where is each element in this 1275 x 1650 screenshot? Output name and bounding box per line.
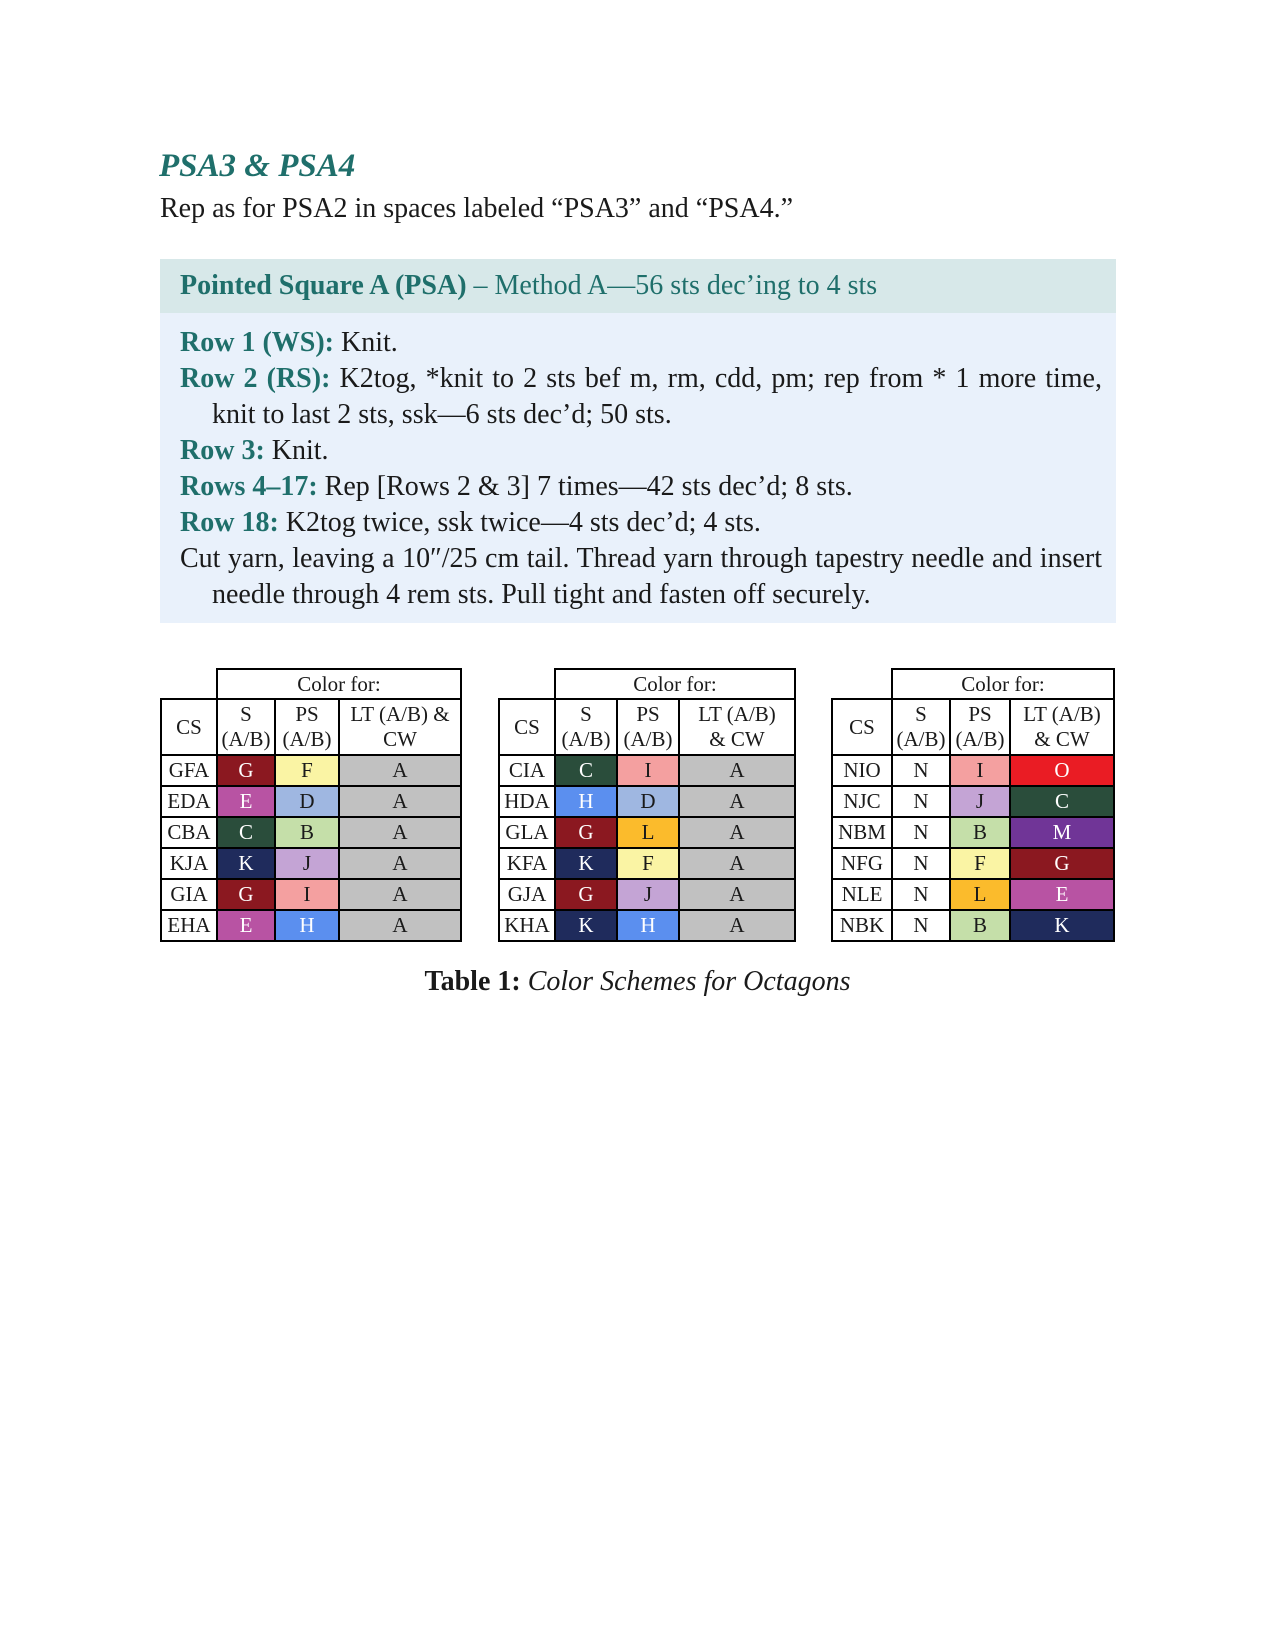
pattern-steps bbox=[160, 313, 1116, 623]
ps-color-cell: L bbox=[950, 879, 1010, 910]
ps-color-cell: J bbox=[275, 848, 339, 879]
cs-name-cell: GIA bbox=[161, 879, 217, 910]
table-row bbox=[161, 910, 461, 941]
lt-color-cell: A bbox=[679, 786, 795, 817]
ps-color-cell: L bbox=[617, 817, 679, 848]
lt-header-bottom: & CW bbox=[709, 727, 765, 751]
lt-color-cell: A bbox=[339, 755, 461, 786]
table-row bbox=[499, 910, 795, 941]
cs-name-cell: NBK bbox=[832, 910, 892, 941]
step-text: K2tog twice, ssk twice—4 sts dec’d; 4 sts. bbox=[278, 507, 761, 538]
ps-color-cell: B bbox=[950, 817, 1010, 848]
pattern-step bbox=[180, 433, 1102, 469]
pattern-title: Pointed Square A (PSA) bbox=[180, 270, 467, 301]
s-header-top: S bbox=[915, 702, 927, 726]
cs-name-cell: CBA bbox=[161, 817, 217, 848]
color-scheme-table-3 bbox=[831, 668, 1115, 942]
ps-header-top: PS bbox=[968, 702, 992, 726]
lt-color-cell: M bbox=[1010, 817, 1114, 848]
ps-color-cell: B bbox=[275, 817, 339, 848]
s-color-cell: N bbox=[892, 755, 950, 786]
pattern-step bbox=[180, 469, 1102, 505]
lt-header-bottom: CW bbox=[383, 727, 417, 751]
s-color-cell: C bbox=[555, 755, 617, 786]
table-caption bbox=[0, 966, 1275, 998]
s-header bbox=[555, 699, 617, 755]
color-scheme-table-2 bbox=[498, 668, 796, 942]
caption-label: Table 1: bbox=[424, 966, 521, 997]
table-row bbox=[832, 786, 1114, 817]
s-header-bottom: (A/B) bbox=[561, 727, 611, 751]
section-title: PSA3 & PSA4 bbox=[159, 148, 356, 184]
section-intro: Rep as for PSA2 in spaces labeled “PSA3” and “PSA4.” bbox=[160, 193, 794, 224]
lt-color-cell: A bbox=[339, 910, 461, 941]
step-text: Knit. bbox=[334, 327, 398, 358]
color-scheme-table-1 bbox=[160, 668, 462, 942]
ps-color-cell: F bbox=[275, 755, 339, 786]
table-corner bbox=[499, 669, 555, 699]
step-text: Rep [Rows 2 & 3] 7 times—42 sts dec’d; 8 sts. bbox=[317, 471, 853, 502]
cs-name-cell: NFG bbox=[832, 848, 892, 879]
step-text: Knit. bbox=[264, 435, 329, 466]
lt-color-cell: A bbox=[339, 817, 461, 848]
s-color-cell: N bbox=[892, 817, 950, 848]
caption-text: Color Schemes for Octagons bbox=[520, 966, 851, 997]
s-color-cell: N bbox=[892, 848, 950, 879]
ps-color-cell: I bbox=[617, 755, 679, 786]
s-color-cell: K bbox=[217, 848, 275, 879]
table-row bbox=[832, 879, 1114, 910]
table-row bbox=[161, 848, 461, 879]
cs-name-cell: GJA bbox=[499, 879, 555, 910]
ps-color-cell: I bbox=[950, 755, 1010, 786]
ps-header-top: PS bbox=[636, 702, 660, 726]
lt-color-cell: A bbox=[679, 755, 795, 786]
lt-color-cell: A bbox=[679, 879, 795, 910]
lt-header-top: LT (A/B) bbox=[1023, 702, 1101, 726]
cs-name-cell: NJC bbox=[832, 786, 892, 817]
s-color-cell: G bbox=[217, 879, 275, 910]
ps-color-cell: B bbox=[950, 910, 1010, 941]
cs-name-cell: CIA bbox=[499, 755, 555, 786]
step-label: Row 3: bbox=[180, 435, 265, 466]
cs-header: CS bbox=[499, 699, 555, 755]
step-text: K2tog, *knit to 2 sts bef m, rm, cdd, pm; rep from * 1 more time, knit to last 2 sts, ssk—6 sts dec’d; 50 sts. bbox=[212, 363, 1102, 430]
pattern-box-header bbox=[160, 259, 1116, 313]
cs-name-cell: HDA bbox=[499, 786, 555, 817]
table-row bbox=[499, 786, 795, 817]
pattern-step bbox=[180, 361, 1102, 433]
table-row bbox=[499, 879, 795, 910]
ps-header-bottom: (A/B) bbox=[282, 727, 332, 751]
pattern-step bbox=[180, 505, 1102, 541]
ps-header-top: PS bbox=[295, 702, 319, 726]
table-corner bbox=[161, 669, 217, 699]
ps-color-cell: J bbox=[617, 879, 679, 910]
cs-header: CS bbox=[832, 699, 892, 755]
step-text: Cut yarn, leaving a 10″/25 cm tail. Thread yarn through tapestry needle and insert needle through 4 rem sts. Pull tight and fasten off securely. bbox=[180, 543, 1102, 610]
lt-color-cell: A bbox=[679, 910, 795, 941]
s-color-cell: K bbox=[555, 910, 617, 941]
table-row bbox=[832, 848, 1114, 879]
ps-header-bottom: (A/B) bbox=[623, 727, 673, 751]
lt-header-top: LT (A/B) bbox=[698, 702, 776, 726]
lt-color-cell: O bbox=[1010, 755, 1114, 786]
ps-color-cell: H bbox=[275, 910, 339, 941]
cs-name-cell: KFA bbox=[499, 848, 555, 879]
cs-name-cell: EHA bbox=[161, 910, 217, 941]
s-color-cell: G bbox=[555, 879, 617, 910]
s-color-cell: C bbox=[217, 817, 275, 848]
cs-name-cell: NBM bbox=[832, 817, 892, 848]
lt-header bbox=[679, 699, 795, 755]
table-row bbox=[499, 848, 795, 879]
lt-header bbox=[1010, 699, 1114, 755]
lt-header-top: LT (A/B) & bbox=[350, 702, 450, 726]
color-for-header: Color for: bbox=[217, 669, 461, 699]
table-row bbox=[832, 817, 1114, 848]
cs-name-cell: KJA bbox=[161, 848, 217, 879]
ps-color-cell: J bbox=[950, 786, 1010, 817]
s-color-cell: G bbox=[217, 755, 275, 786]
ps-color-cell: H bbox=[617, 910, 679, 941]
lt-color-cell: A bbox=[679, 848, 795, 879]
table-row bbox=[499, 817, 795, 848]
lt-header bbox=[339, 699, 461, 755]
s-color-cell: K bbox=[555, 848, 617, 879]
table-corner bbox=[832, 669, 892, 699]
s-color-cell: E bbox=[217, 786, 275, 817]
pattern-step bbox=[180, 325, 1102, 361]
s-color-cell: E bbox=[217, 910, 275, 941]
s-color-cell: H bbox=[555, 786, 617, 817]
cs-name-cell: NIO bbox=[832, 755, 892, 786]
pattern-step-finish bbox=[180, 541, 1102, 613]
table-row bbox=[161, 879, 461, 910]
s-color-cell: N bbox=[892, 910, 950, 941]
step-label: Row 18: bbox=[180, 507, 279, 538]
step-label: Row 1 (WS): bbox=[180, 327, 334, 358]
ps-color-cell: F bbox=[617, 848, 679, 879]
ps-header-bottom: (A/B) bbox=[955, 727, 1005, 751]
s-header-top: S bbox=[240, 702, 252, 726]
s-header bbox=[892, 699, 950, 755]
cs-header: CS bbox=[161, 699, 217, 755]
ps-color-cell: I bbox=[275, 879, 339, 910]
cs-name-cell: GLA bbox=[499, 817, 555, 848]
s-color-cell: G bbox=[555, 817, 617, 848]
ps-header bbox=[950, 699, 1010, 755]
table-row bbox=[832, 755, 1114, 786]
ps-header bbox=[617, 699, 679, 755]
s-header-top: S bbox=[580, 702, 592, 726]
table-row bbox=[161, 755, 461, 786]
lt-color-cell: C bbox=[1010, 786, 1114, 817]
lt-color-cell: G bbox=[1010, 848, 1114, 879]
pattern-method: – Method A—56 sts dec’ing to 4 sts bbox=[466, 270, 878, 301]
lt-color-cell: A bbox=[679, 817, 795, 848]
lt-color-cell: A bbox=[339, 848, 461, 879]
color-for-header: Color for: bbox=[555, 669, 795, 699]
lt-color-cell: E bbox=[1010, 879, 1114, 910]
s-header bbox=[217, 699, 275, 755]
s-color-cell: N bbox=[892, 786, 950, 817]
pattern-box bbox=[160, 259, 1116, 623]
step-label: Row 2 (RS): bbox=[180, 363, 331, 394]
ps-color-cell: D bbox=[617, 786, 679, 817]
ps-color-cell: F bbox=[950, 848, 1010, 879]
s-color-cell: N bbox=[892, 879, 950, 910]
s-header-bottom: (A/B) bbox=[221, 727, 271, 751]
cs-name-cell: GFA bbox=[161, 755, 217, 786]
table-row bbox=[161, 817, 461, 848]
table-row bbox=[832, 910, 1114, 941]
cs-name-cell: KHA bbox=[499, 910, 555, 941]
color-for-header: Color for: bbox=[892, 669, 1114, 699]
step-label: Rows 4–17: bbox=[180, 471, 318, 502]
lt-color-cell: A bbox=[339, 879, 461, 910]
cs-name-cell: EDA bbox=[161, 786, 217, 817]
s-header-bottom: (A/B) bbox=[896, 727, 946, 751]
lt-color-cell: A bbox=[339, 786, 461, 817]
lt-header-bottom: & CW bbox=[1034, 727, 1090, 751]
table-row bbox=[499, 755, 795, 786]
ps-header bbox=[275, 699, 339, 755]
cs-name-cell: NLE bbox=[832, 879, 892, 910]
table-row bbox=[161, 786, 461, 817]
lt-color-cell: K bbox=[1010, 910, 1114, 941]
ps-color-cell: D bbox=[275, 786, 339, 817]
